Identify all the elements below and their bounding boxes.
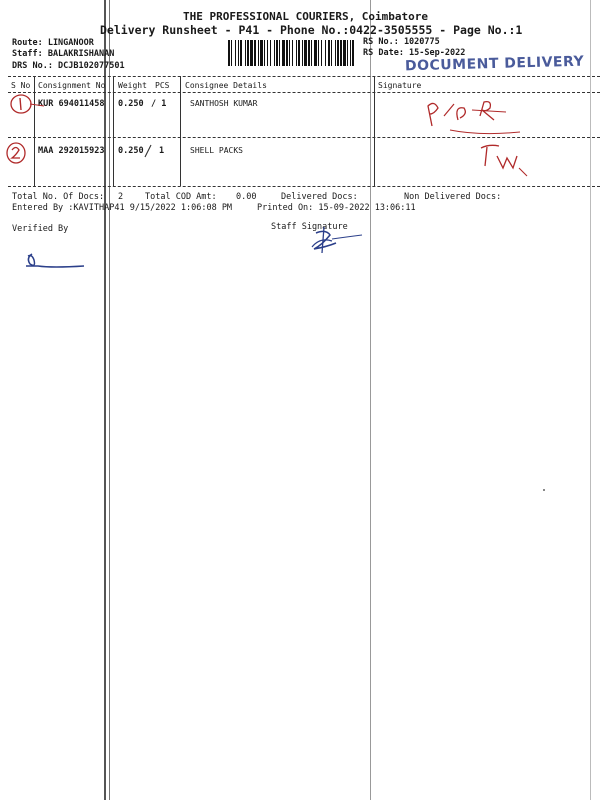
barcode-bar xyxy=(238,40,239,66)
route-label: Route: LINGANOOR xyxy=(12,38,94,48)
barcode-bar xyxy=(245,40,246,66)
barcode-bar xyxy=(282,40,285,66)
handwritten-serial-1 xyxy=(8,92,36,116)
scan-line-right xyxy=(370,0,371,800)
barcode-bar xyxy=(337,40,339,66)
barcode-bar xyxy=(231,40,232,66)
row-2-weight: 0.250 xyxy=(118,146,144,156)
barcode-bar xyxy=(258,40,259,66)
barcode-bar xyxy=(264,40,265,66)
verifier-signature xyxy=(22,250,92,274)
total-docs-value: 2 xyxy=(118,192,124,202)
barcode-bar xyxy=(296,40,297,66)
total-cod-label: Total COD Amt: xyxy=(145,192,217,202)
barcode-bar xyxy=(240,40,242,66)
scan-speck xyxy=(543,489,545,491)
barcode-bar xyxy=(276,40,278,66)
staff-signature xyxy=(296,225,376,265)
barcode-bar xyxy=(228,40,230,66)
drs-number: DRS No.: DCJB102077501 xyxy=(12,61,125,71)
barcode-bar xyxy=(318,40,319,66)
printed-on: Printed On: 15-09-2022 13:06:11 xyxy=(257,203,416,213)
document-delivery-stamp: DOCUMENT DELIVERY xyxy=(404,53,585,75)
barcode-bar xyxy=(274,40,275,66)
barcode-bar xyxy=(279,40,280,66)
barcode-bar xyxy=(325,40,326,66)
barcode-bar xyxy=(250,40,253,66)
total-docs-label: Total No. Of Docs: xyxy=(12,192,105,202)
row-2-consignment: MAA 292015923 xyxy=(38,146,105,156)
barcode-bar xyxy=(343,40,346,66)
staff-label: Staff: BALAKRISHANAN xyxy=(12,49,115,59)
row-1-weight: 0.250 xyxy=(118,99,144,109)
row-1-consignment: KUR 694011458 xyxy=(38,99,105,109)
non-delivered-docs-label: Non Delivered Docs: xyxy=(404,192,502,202)
barcode xyxy=(228,40,356,66)
barcode-bar xyxy=(302,40,303,66)
scan-line-left-2 xyxy=(109,0,110,800)
rs-number: RS No.: 1020775 xyxy=(363,37,440,47)
col-header-weight: Weight xyxy=(118,81,147,90)
barcode-bar xyxy=(350,40,351,66)
col-divider-4 xyxy=(374,76,375,186)
row-1-pcs: / 1 xyxy=(151,99,167,109)
col-header-sno: S No xyxy=(11,81,31,90)
barcode-bar xyxy=(292,40,293,66)
table-top-rule xyxy=(8,76,600,77)
barcode-bar xyxy=(340,40,342,66)
barcode-bar xyxy=(260,40,263,66)
staff-signature-label: Staff Signature xyxy=(271,222,348,232)
barcode-bar xyxy=(304,40,307,66)
barcode-bar xyxy=(321,40,322,66)
barcode-bar xyxy=(254,40,256,66)
weight-tick-mark xyxy=(143,144,153,158)
barcode-bar xyxy=(331,40,332,66)
barcode-bar xyxy=(314,40,317,66)
runsheet-title: Delivery Runsheet - P41 - Phone No.:0422-3505555 - Page No.:1 xyxy=(100,23,523,37)
barcode-bar xyxy=(247,40,249,66)
barcode-bar xyxy=(328,40,330,66)
handwritten-serial-2 xyxy=(5,142,29,166)
scan-line-far-right xyxy=(590,0,591,800)
rs-date: RS Date: 15-Sep-2022 xyxy=(363,48,466,58)
barcode-bar xyxy=(352,40,354,66)
barcode-bar xyxy=(347,40,348,66)
barcode-bar xyxy=(270,40,271,66)
barcode-bar xyxy=(311,40,312,66)
col-header-signature: Signature xyxy=(378,81,422,90)
table-header-rule xyxy=(8,92,600,93)
col-header-pcs: PCS xyxy=(155,81,170,90)
col-header-consignee: Consignee Details xyxy=(185,81,267,90)
total-cod-value: 0.00 xyxy=(236,192,257,202)
col-header-consignment: Consignment No xyxy=(38,81,106,90)
barcode-bar xyxy=(267,40,268,66)
barcode-bar xyxy=(298,40,300,66)
delivered-docs-label: Delivered Docs: xyxy=(281,192,358,202)
signature-row-2 xyxy=(475,138,545,188)
row-2-pcs: 1 xyxy=(159,146,165,156)
verified-by-label: Verified By xyxy=(12,224,69,234)
scan-line-left xyxy=(104,0,106,800)
barcode-bar xyxy=(235,40,236,66)
col-divider-2 xyxy=(113,76,114,186)
company-title: THE PROFESSIONAL COURIERS, Coimbatore xyxy=(183,10,429,23)
barcode-bar xyxy=(286,40,288,66)
entered-by: Entered By :KAVITHAP41 9/15/2022 1:06:08 PM xyxy=(12,203,233,213)
barcode-bar xyxy=(289,40,290,66)
col-divider-3 xyxy=(180,76,181,186)
barcode-bar xyxy=(308,40,310,66)
row-1-consignee: SANTHOSH KUMAR xyxy=(190,99,258,108)
barcode-bar xyxy=(335,40,336,66)
row-2-consignee: SHELL PACKS xyxy=(190,146,243,155)
